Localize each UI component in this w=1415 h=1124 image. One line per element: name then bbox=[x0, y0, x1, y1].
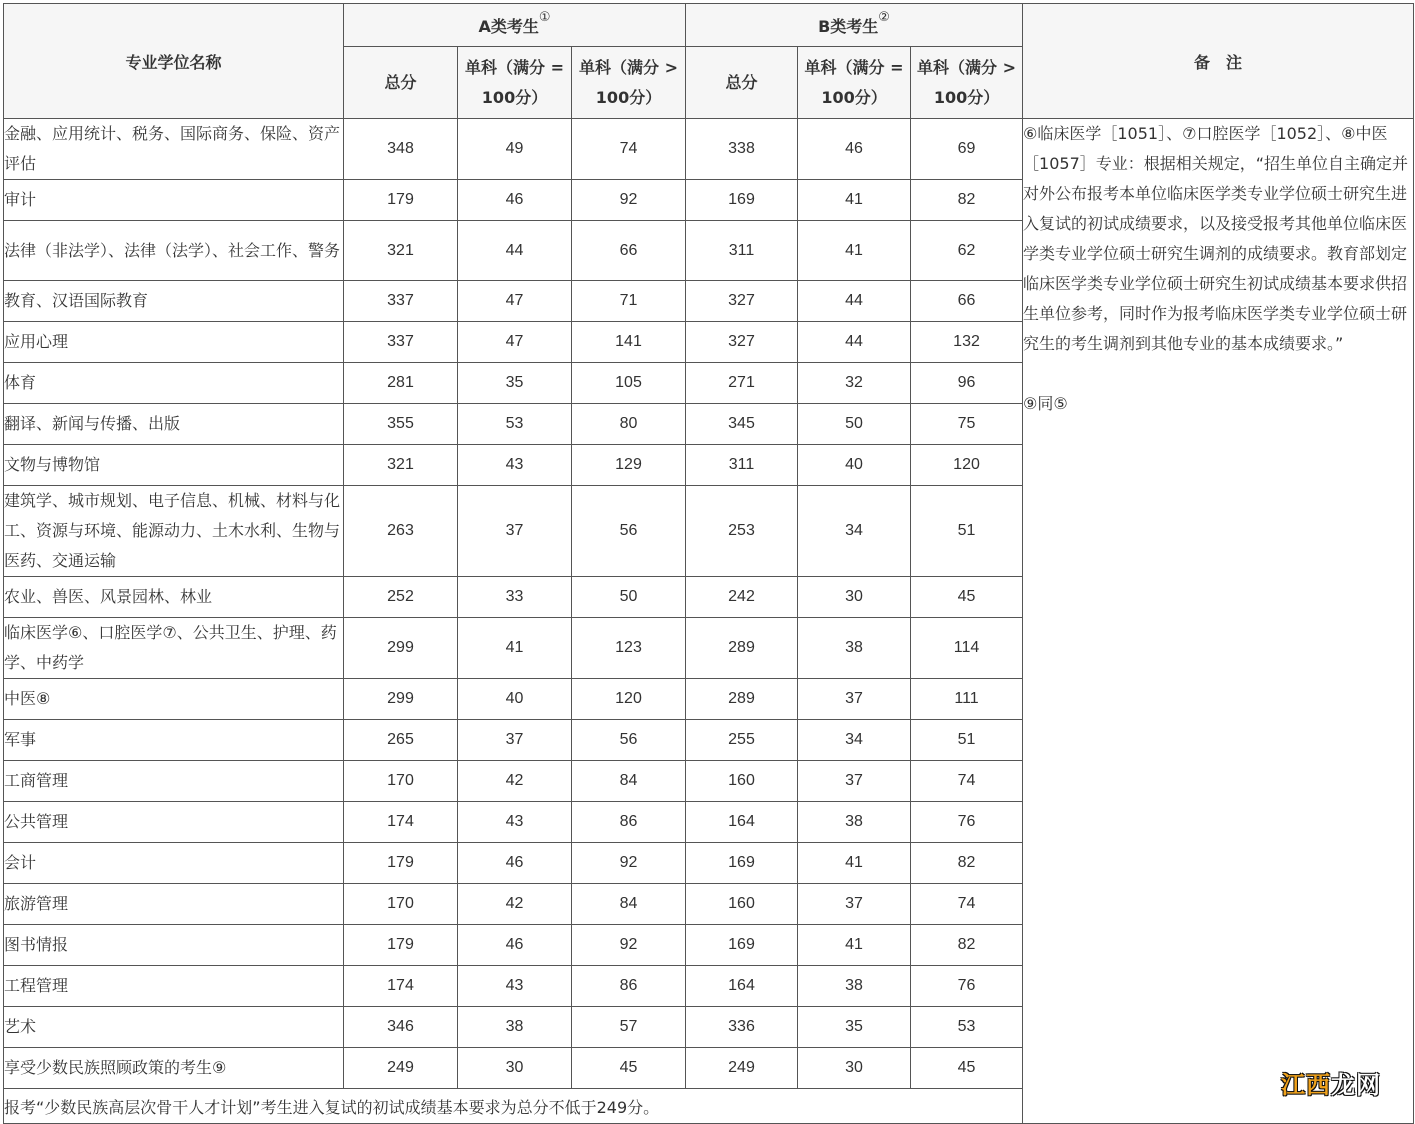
score-cell-b-eq: 41 bbox=[798, 180, 911, 221]
score-cell-a-total: 170 bbox=[344, 884, 458, 925]
score-cell-b-eq: 30 bbox=[798, 577, 911, 618]
score-cell-a-total: 321 bbox=[344, 445, 458, 486]
watermark-logo: 江西龙网 bbox=[1281, 1071, 1381, 1099]
score-cell-a-total: 174 bbox=[344, 966, 458, 1007]
score-cell-b-total: 327 bbox=[686, 322, 798, 363]
score-cell-a-total: 299 bbox=[344, 618, 458, 679]
score-cell-a-gt: 45 bbox=[572, 1048, 686, 1089]
score-cell-a-gt: 74 bbox=[572, 119, 686, 180]
score-table bbox=[3, 3, 1414, 1124]
score-cell-b-total: 169 bbox=[686, 843, 798, 884]
header-a-total: 总分 bbox=[344, 47, 458, 119]
major-name-cell: 体育 bbox=[4, 363, 344, 404]
score-cell-b-eq: 34 bbox=[798, 486, 911, 577]
score-cell-a-total: 263 bbox=[344, 486, 458, 577]
score-cell-b-gt: 82 bbox=[911, 843, 1023, 884]
header-major-name: 专业学位名称 bbox=[4, 4, 344, 119]
major-name-cell: 建筑学、城市规划、电子信息、机械、材料与化工、资源与环境、能源动力、土木水利、生物与医药、交通运输 bbox=[4, 486, 344, 577]
score-cell-b-gt: 120 bbox=[911, 445, 1023, 486]
score-cell-b-gt: 51 bbox=[911, 486, 1023, 577]
score-cell-b-total: 242 bbox=[686, 577, 798, 618]
score-cell-b-eq: 38 bbox=[798, 618, 911, 679]
score-cell-b-eq: 34 bbox=[798, 720, 911, 761]
score-cell-b-eq: 44 bbox=[798, 322, 911, 363]
score-cell-a-gt: 92 bbox=[572, 180, 686, 221]
major-name-cell: 公共管理 bbox=[4, 802, 344, 843]
score-cell-b-gt: 45 bbox=[911, 577, 1023, 618]
score-cell-b-eq: 38 bbox=[798, 802, 911, 843]
score-cell-b-gt: 132 bbox=[911, 322, 1023, 363]
score-cell-b-gt: 74 bbox=[911, 884, 1023, 925]
score-cell-b-total: 255 bbox=[686, 720, 798, 761]
header-group-a: A类考生① bbox=[344, 4, 686, 47]
major-name-cell: 应用心理 bbox=[4, 322, 344, 363]
score-cell-a-total: 179 bbox=[344, 843, 458, 884]
score-cell-b-eq: 41 bbox=[798, 843, 911, 884]
major-name-cell: 享受少数民族照顾政策的考生⑨ bbox=[4, 1048, 344, 1089]
score-cell-a-eq: 33 bbox=[458, 577, 572, 618]
score-cell-a-total: 265 bbox=[344, 720, 458, 761]
score-cell-b-total: 249 bbox=[686, 1048, 798, 1089]
score-cell-a-total: 346 bbox=[344, 1007, 458, 1048]
major-name-cell: 文物与博物馆 bbox=[4, 445, 344, 486]
remarks-paragraph: ⑥临床医学［1051］、⑦口腔医学［1052］、⑧中医［1057］专业：根据相关规定，“招生单位自主确定并对外公布报考本单位临床医学类专业学位硕士研究生进入复试的初试成绩要求，以及接受报考其他单位临床医学类专业学位硕士研究生调剂的成绩要求。教育部划定临床医学类专业学位硕士研究生初试成绩基本要求供招生单位参考，同时作为报考临床医学类专业学位硕士研究生的考生调剂到其他专业的基本成绩要求。” bbox=[1023, 124, 1409, 353]
score-cell-a-eq: 44 bbox=[458, 221, 572, 281]
score-cell-a-total: 281 bbox=[344, 363, 458, 404]
score-cell-b-gt: 76 bbox=[911, 802, 1023, 843]
score-cell-a-total: 321 bbox=[344, 221, 458, 281]
score-cell-a-eq: 40 bbox=[458, 679, 572, 720]
score-cell-b-gt: 75 bbox=[911, 404, 1023, 445]
major-name-cell: 农业、兽医、风景园林、林业 bbox=[4, 577, 344, 618]
score-cell-b-total: 289 bbox=[686, 679, 798, 720]
score-cell-a-eq: 37 bbox=[458, 486, 572, 577]
score-cell-a-gt: 56 bbox=[572, 720, 686, 761]
score-cell-b-eq: 44 bbox=[798, 281, 911, 322]
score-cell-b-eq: 37 bbox=[798, 761, 911, 802]
header-a-single-eq: 单科（满分 = 100分） bbox=[458, 47, 572, 119]
score-cell-b-total: 164 bbox=[686, 966, 798, 1007]
score-cell-a-gt: 84 bbox=[572, 884, 686, 925]
score-cell-b-gt: 96 bbox=[911, 363, 1023, 404]
score-cell-a-gt: 92 bbox=[572, 925, 686, 966]
score-cell-a-eq: 47 bbox=[458, 281, 572, 322]
score-cell-b-eq: 50 bbox=[798, 404, 911, 445]
score-cell-b-eq: 41 bbox=[798, 925, 911, 966]
score-cell-b-total: 336 bbox=[686, 1007, 798, 1048]
score-cell-a-total: 249 bbox=[344, 1048, 458, 1089]
score-cell-b-total: 327 bbox=[686, 281, 798, 322]
score-cell-a-eq: 37 bbox=[458, 720, 572, 761]
score-cell-b-total: 289 bbox=[686, 618, 798, 679]
score-cell-a-gt: 86 bbox=[572, 966, 686, 1007]
score-cell-a-eq: 47 bbox=[458, 322, 572, 363]
major-name-cell: 工程管理 bbox=[4, 966, 344, 1007]
score-cell-b-total: 311 bbox=[686, 445, 798, 486]
major-name-cell: 教育、汉语国际教育 bbox=[4, 281, 344, 322]
header-b-single-eq: 单科（满分 = 100分） bbox=[798, 47, 911, 119]
score-cell-b-eq: 37 bbox=[798, 884, 911, 925]
score-cell-b-eq: 38 bbox=[798, 966, 911, 1007]
score-cell-b-gt: 82 bbox=[911, 180, 1023, 221]
score-cell-a-eq: 43 bbox=[458, 802, 572, 843]
score-cell-a-gt: 105 bbox=[572, 363, 686, 404]
score-cell-b-gt: 53 bbox=[911, 1007, 1023, 1048]
score-cell-a-eq: 46 bbox=[458, 843, 572, 884]
header-remarks: 备 注 bbox=[1023, 4, 1414, 119]
score-cell-a-gt: 86 bbox=[572, 802, 686, 843]
score-cell-b-total: 345 bbox=[686, 404, 798, 445]
score-cell-a-eq: 53 bbox=[458, 404, 572, 445]
score-cell-b-eq: 46 bbox=[798, 119, 911, 180]
header-b-single-gt: 单科（满分 > 100分） bbox=[911, 47, 1023, 119]
table-row bbox=[4, 119, 1414, 180]
score-cell-b-gt: 51 bbox=[911, 720, 1023, 761]
score-cell-b-gt: 111 bbox=[911, 679, 1023, 720]
score-cell-b-eq: 40 bbox=[798, 445, 911, 486]
major-name-cell: 法律（非法学）、法律（法学）、社会工作、警务 bbox=[4, 221, 344, 281]
score-cell-b-gt: 69 bbox=[911, 119, 1023, 180]
score-cell-a-gt: 71 bbox=[572, 281, 686, 322]
score-cell-a-gt: 123 bbox=[572, 618, 686, 679]
score-cell-a-eq: 35 bbox=[458, 363, 572, 404]
score-cell-a-eq: 43 bbox=[458, 966, 572, 1007]
score-cell-a-eq: 49 bbox=[458, 119, 572, 180]
score-cell-a-total: 252 bbox=[344, 577, 458, 618]
score-cell-b-eq: 37 bbox=[798, 679, 911, 720]
score-cell-a-eq: 46 bbox=[458, 925, 572, 966]
footer-note: 报考“少数民族高层次骨干人才计划”考生进入复试的初试成绩基本要求为总分不低于249分。 bbox=[4, 1089, 1023, 1124]
score-cell-a-gt: 92 bbox=[572, 843, 686, 884]
major-name-cell: 会计 bbox=[4, 843, 344, 884]
major-name-cell: 审计 bbox=[4, 180, 344, 221]
score-cell-b-total: 160 bbox=[686, 761, 798, 802]
major-name-cell: 旅游管理 bbox=[4, 884, 344, 925]
major-name-cell: 艺术 bbox=[4, 1007, 344, 1048]
score-cell-b-eq: 30 bbox=[798, 1048, 911, 1089]
score-cell-a-eq: 46 bbox=[458, 180, 572, 221]
remarks-paragraph: ⑨同⑤ bbox=[1023, 394, 1068, 413]
score-cell-b-total: 271 bbox=[686, 363, 798, 404]
score-cell-a-total: 174 bbox=[344, 802, 458, 843]
score-cell-a-gt: 66 bbox=[572, 221, 686, 281]
score-cell-b-eq: 32 bbox=[798, 363, 911, 404]
score-cell-a-total: 170 bbox=[344, 761, 458, 802]
score-cell-a-eq: 30 bbox=[458, 1048, 572, 1089]
score-cell-b-gt: 76 bbox=[911, 966, 1023, 1007]
score-cell-b-total: 169 bbox=[686, 180, 798, 221]
score-cell-a-total: 355 bbox=[344, 404, 458, 445]
score-cell-b-gt: 114 bbox=[911, 618, 1023, 679]
major-name-cell: 中医⑧ bbox=[4, 679, 344, 720]
score-cell-a-gt: 129 bbox=[572, 445, 686, 486]
score-cell-a-gt: 141 bbox=[572, 322, 686, 363]
score-cell-b-gt: 45 bbox=[911, 1048, 1023, 1089]
score-cell-b-total: 311 bbox=[686, 221, 798, 281]
score-cell-a-gt: 80 bbox=[572, 404, 686, 445]
score-cell-a-gt: 120 bbox=[572, 679, 686, 720]
score-cell-a-gt: 56 bbox=[572, 486, 686, 577]
major-name-cell: 翻译、新闻与传播、出版 bbox=[4, 404, 344, 445]
score-cell-b-total: 160 bbox=[686, 884, 798, 925]
major-name-cell: 工商管理 bbox=[4, 761, 344, 802]
header-group-b: B类考生② bbox=[686, 4, 1023, 47]
score-cell-b-total: 338 bbox=[686, 119, 798, 180]
score-cell-b-total: 253 bbox=[686, 486, 798, 577]
score-cell-a-eq: 42 bbox=[458, 761, 572, 802]
score-cell-a-total: 299 bbox=[344, 679, 458, 720]
major-name-cell: 军事 bbox=[4, 720, 344, 761]
major-name-cell: 图书情报 bbox=[4, 925, 344, 966]
score-cell-b-eq: 35 bbox=[798, 1007, 911, 1048]
score-cell-a-total: 179 bbox=[344, 925, 458, 966]
score-cell-a-total: 337 bbox=[344, 322, 458, 363]
score-cell-b-gt: 66 bbox=[911, 281, 1023, 322]
remarks-cell bbox=[1023, 119, 1414, 1124]
header-a-single-gt: 单科（满分 > 100分） bbox=[572, 47, 686, 119]
score-cell-a-total: 348 bbox=[344, 119, 458, 180]
score-cell-a-eq: 41 bbox=[458, 618, 572, 679]
major-name-cell: 金融、应用统计、税务、国际商务、保险、资产评估 bbox=[4, 119, 344, 180]
score-cell-a-total: 337 bbox=[344, 281, 458, 322]
score-cell-a-gt: 84 bbox=[572, 761, 686, 802]
score-cell-a-gt: 50 bbox=[572, 577, 686, 618]
major-name-cell: 临床医学⑥、口腔医学⑦、公共卫生、护理、药学、中药学 bbox=[4, 618, 344, 679]
score-cell-b-total: 164 bbox=[686, 802, 798, 843]
score-cell-b-gt: 74 bbox=[911, 761, 1023, 802]
score-cell-a-eq: 42 bbox=[458, 884, 572, 925]
score-cell-a-gt: 57 bbox=[572, 1007, 686, 1048]
score-cell-b-total: 169 bbox=[686, 925, 798, 966]
score-cell-b-eq: 41 bbox=[798, 221, 911, 281]
score-cell-b-gt: 82 bbox=[911, 925, 1023, 966]
score-cell-a-total: 179 bbox=[344, 180, 458, 221]
score-cell-b-gt: 62 bbox=[911, 221, 1023, 281]
score-cell-a-eq: 43 bbox=[458, 445, 572, 486]
score-cell-a-eq: 38 bbox=[458, 1007, 572, 1048]
header-b-total: 总分 bbox=[686, 47, 798, 119]
